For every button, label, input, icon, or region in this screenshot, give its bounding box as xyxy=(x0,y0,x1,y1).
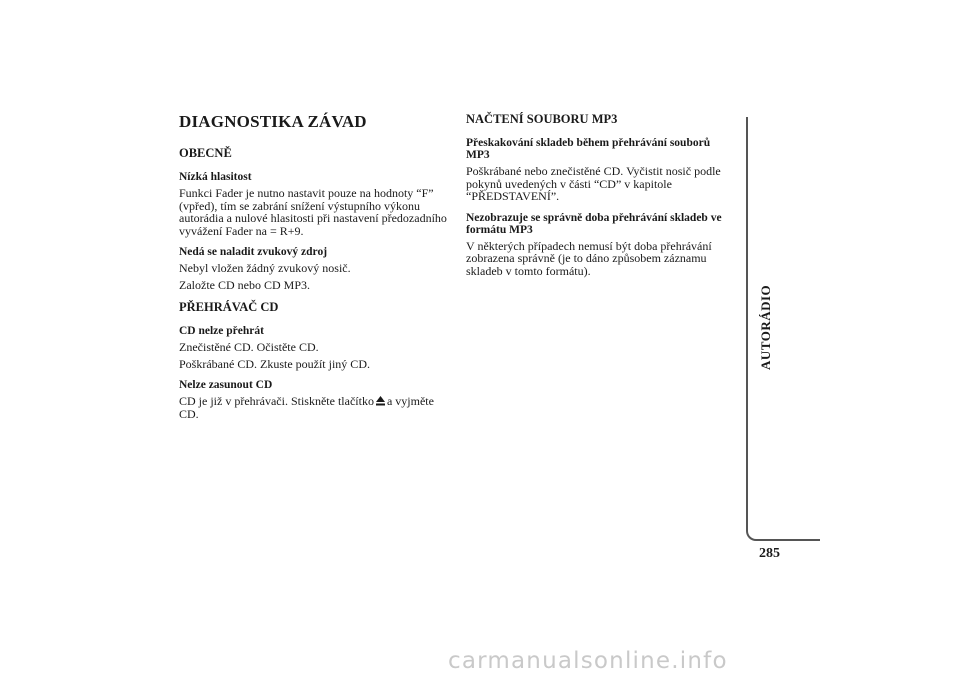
cant-insert-text xyxy=(179,395,453,420)
page-title: DIAGNOSTIKA ZÁVAD xyxy=(179,112,367,131)
eject-icon xyxy=(376,396,385,406)
cant-play-block xyxy=(179,325,453,370)
bad-format-block xyxy=(466,212,736,278)
section-heading-cd-player: PŘEHRÁVAČ CD xyxy=(179,300,279,314)
cant-play-text-1: Znečistěné CD. Očistěte CD. xyxy=(179,340,319,354)
cant-insert-text-after: a vyjměte CD. xyxy=(179,394,434,421)
low-volume-text: Funkci Fader je nutno nastavit pouze na hodnoty “F” (vpřed), tím se zabrání snížení výstupního výkonu autorádia a nulové hlasitosti při nastavení předozadního vyvážení Fader na = R+9. xyxy=(179,186,447,238)
section-heading-mp3: NAČTENÍ SOUBORU MP3 xyxy=(466,112,618,126)
chapter-label: AUTORÁDIO xyxy=(758,284,773,370)
no-source-heading: Nedá se naladit zvukový zdroj xyxy=(179,246,328,258)
low-volume-block xyxy=(179,171,453,237)
cant-insert-block xyxy=(179,379,453,420)
left-column xyxy=(179,112,453,429)
skipping-block xyxy=(466,137,736,203)
no-source-text-1: Nebyl vložen žádný zvukový nosič. xyxy=(179,261,351,275)
cant-play-text-2: Poškrábané CD. Zkuste použít jiný CD. xyxy=(179,356,370,371)
cant-insert-text-before: CD je již v přehrávači. Stiskněte tlačítko xyxy=(179,394,374,408)
skipping-text: Poškrábané nebo znečistěné CD. Vyčistit nosič podle pokynů uvedených v části “CD” v kapitole “PŘEDSTAVENÍ”. xyxy=(466,164,721,203)
bad-format-text: V některých případech nemusí být doba přehrávání zobrazena správně (je to dáno způsobem záznamu skladeb v tomto formátu). xyxy=(466,238,712,278)
cant-insert-heading: Nelze zasunout CD xyxy=(179,379,273,391)
skipping-heading: Přeskakování skladeb během přehrávání souborů MP3 xyxy=(466,137,711,161)
section-heading-general: OBECNĚ xyxy=(179,146,232,160)
page-number: 285 xyxy=(759,546,780,561)
no-source-block xyxy=(179,246,453,291)
watermark: carmanualsonline.info xyxy=(448,648,728,674)
cant-play-heading: CD nelze přehrát xyxy=(179,325,264,337)
right-column xyxy=(466,112,736,286)
no-source-text-2: Založte CD nebo CD MP3. xyxy=(179,277,310,292)
bad-format-heading: Nezobrazuje se správně doba přehrávání skladeb ve formátu MP3 xyxy=(466,211,722,236)
low-volume-heading: Nízká hlasitost xyxy=(179,171,252,183)
